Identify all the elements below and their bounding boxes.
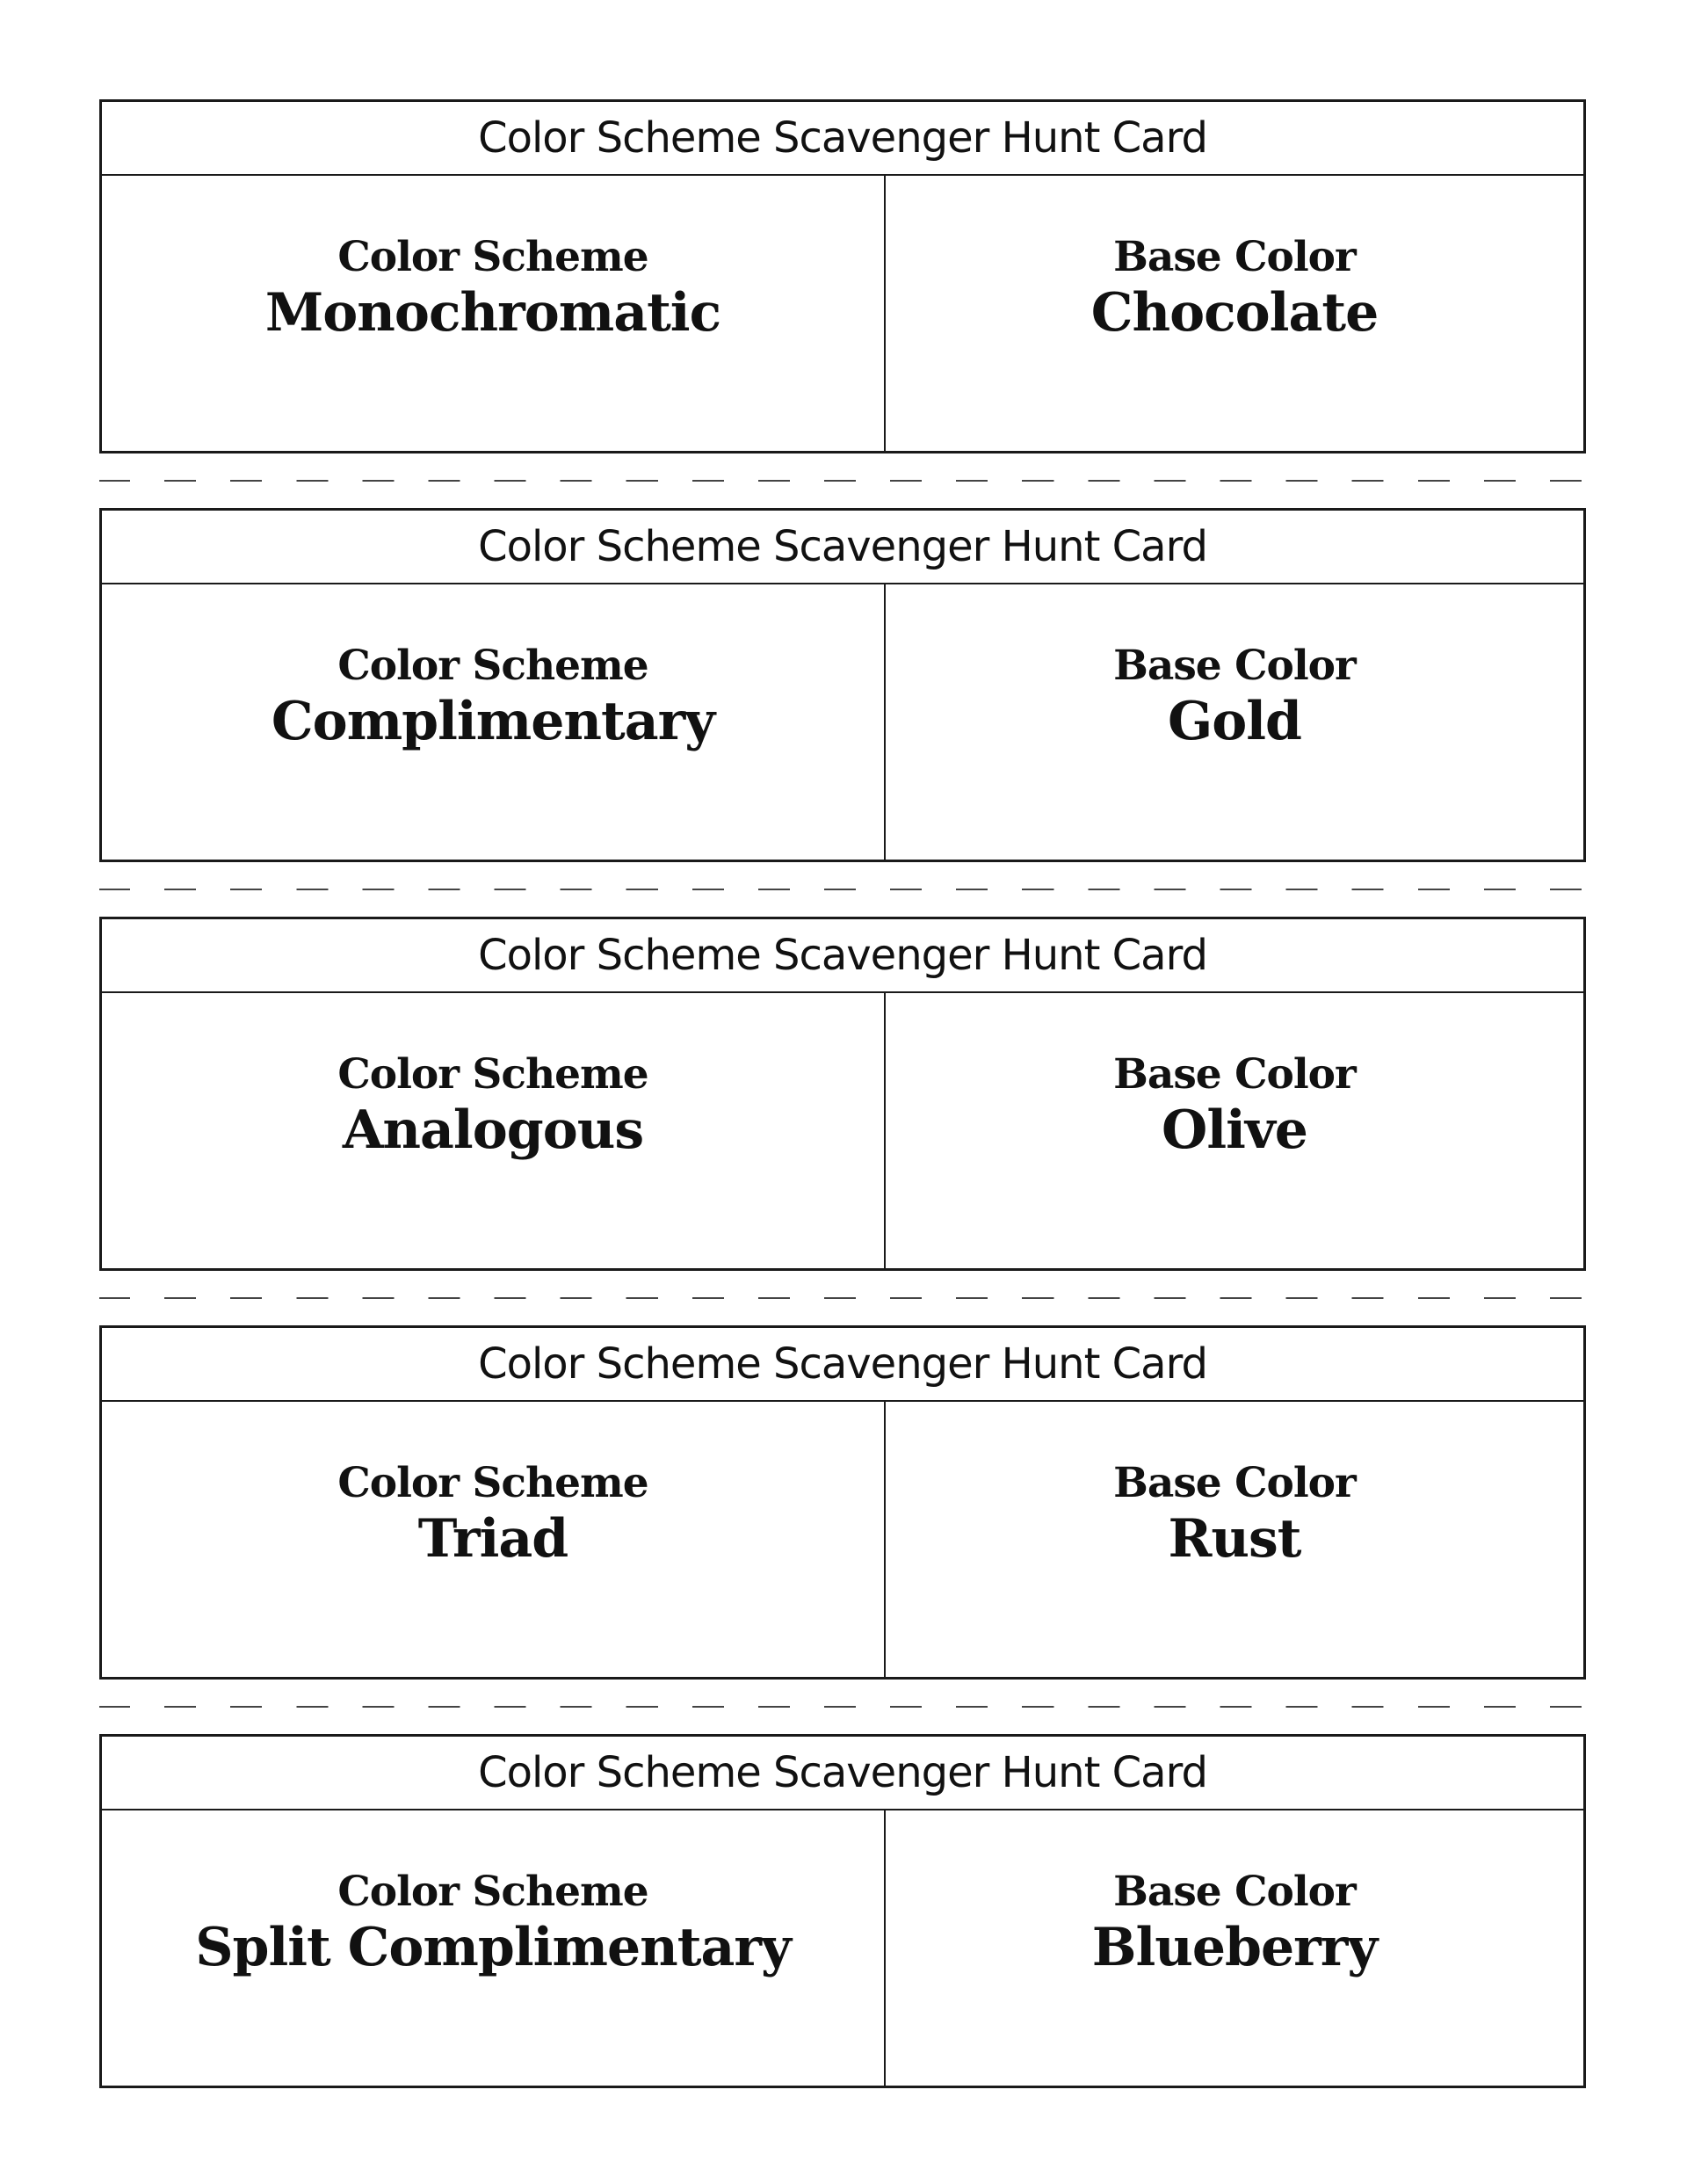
base-color-label: Base Color [1113, 1868, 1356, 1916]
scavenger-hunt-card-1 [99, 99, 1586, 453]
card-body [102, 993, 1583, 1268]
base-color-value: Gold [1167, 691, 1301, 753]
cut-line [99, 453, 1586, 508]
color-scheme-value: Analogous [342, 1099, 644, 1162]
base-color-cell [886, 993, 1583, 1268]
card-title: Color Scheme Scavenger Hunt Card [102, 1737, 1583, 1810]
scavenger-hunt-card-2 [99, 508, 1586, 862]
card-title: Color Scheme Scavenger Hunt Card [102, 1328, 1583, 1402]
card-title: Color Scheme Scavenger Hunt Card [102, 102, 1583, 176]
cut-line [99, 862, 1586, 917]
base-color-label: Base Color [1113, 1459, 1356, 1507]
base-color-value: Chocolate [1090, 282, 1379, 345]
color-scheme-cell [102, 1810, 886, 2086]
base-color-cell [886, 1810, 1583, 2086]
color-scheme-label: Color Scheme [337, 642, 648, 690]
color-scheme-cell [102, 1402, 886, 1677]
color-scheme-cell [102, 993, 886, 1268]
cut-line [99, 1271, 1586, 1325]
card-title: Color Scheme Scavenger Hunt Card [102, 919, 1583, 993]
color-scheme-label: Color Scheme [337, 1050, 648, 1099]
base-color-label: Base Color [1113, 642, 1356, 690]
color-scheme-cell [102, 176, 886, 451]
color-scheme-label: Color Scheme [337, 1459, 648, 1507]
scavenger-hunt-card-4 [99, 1325, 1586, 1680]
card-body [102, 1402, 1583, 1677]
base-color-value: Olive [1162, 1099, 1307, 1162]
base-color-cell [886, 1402, 1583, 1677]
color-scheme-label: Color Scheme [337, 233, 648, 281]
color-scheme-value: Split Complimentary [195, 1917, 791, 1979]
scavenger-hunt-card-3 [99, 917, 1586, 1271]
scavenger-hunt-card-5 [99, 1734, 1586, 2088]
base-color-cell [886, 584, 1583, 860]
base-color-label: Base Color [1113, 233, 1356, 281]
card-body [102, 176, 1583, 451]
color-scheme-label: Color Scheme [337, 1868, 648, 1916]
base-color-value: Rust [1168, 1508, 1301, 1571]
color-scheme-value: Monochromatic [264, 282, 721, 345]
color-scheme-value: Complimentary [271, 691, 715, 753]
card-body [102, 584, 1583, 860]
base-color-label: Base Color [1113, 1050, 1356, 1099]
cut-line [99, 1680, 1586, 1734]
base-color-value: Blueberry [1091, 1917, 1378, 1979]
color-scheme-cell [102, 584, 886, 860]
card-title: Color Scheme Scavenger Hunt Card [102, 511, 1583, 584]
base-color-cell [886, 176, 1583, 451]
color-scheme-value: Triad [417, 1508, 568, 1571]
card-body [102, 1810, 1583, 2086]
card-sheet [99, 99, 1586, 2088]
